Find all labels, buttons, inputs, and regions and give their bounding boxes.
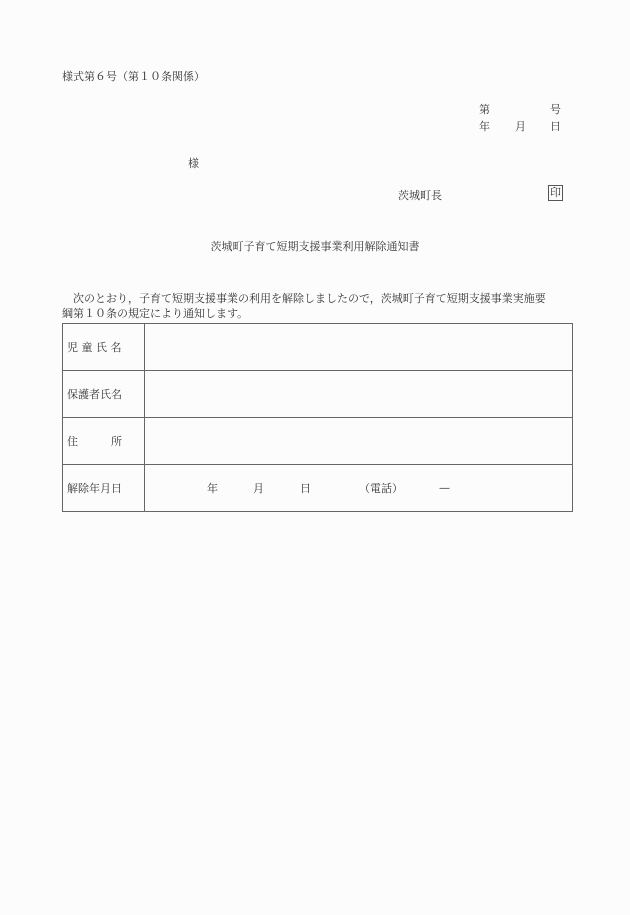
issue-month: 月 bbox=[515, 120, 526, 133]
body-line-1: 次のとおり，子育て短期支援事業の利用を解除しましたので，茨城町子育て短期支援事業実施要 bbox=[62, 292, 546, 305]
phone-label: （電話） bbox=[359, 482, 403, 495]
issue-year: 年 bbox=[479, 120, 490, 133]
address-label: 住 所 bbox=[63, 418, 145, 465]
number-prefix: 第 bbox=[479, 103, 490, 116]
table-row bbox=[63, 324, 573, 371]
guardian-name-field[interactable] bbox=[145, 371, 573, 418]
cancel-year: 年 bbox=[207, 482, 218, 495]
form-number: 様式第６号（第１０条関係） bbox=[62, 70, 205, 83]
issue-day: 日 bbox=[550, 120, 561, 133]
cancel-date-label: 解除年月日 bbox=[63, 465, 145, 512]
cancel-date-field[interactable] bbox=[145, 465, 573, 512]
seal-mark: 印 bbox=[550, 186, 561, 199]
table-row bbox=[63, 465, 573, 512]
document-title: 茨城町子育て短期支援事業利用解除通知書 bbox=[210, 240, 420, 253]
child-name-label: 児 童 氏 名 bbox=[63, 324, 145, 371]
issuer-name: 茨城町長 bbox=[398, 189, 442, 202]
phone-dash: — bbox=[439, 481, 450, 495]
address-field[interactable] bbox=[145, 418, 573, 465]
body-text bbox=[62, 291, 577, 321]
body-line-2: 綱第１０条の規定により通知します。 bbox=[62, 307, 249, 320]
addressee-suffix: 様 bbox=[188, 157, 199, 170]
cancel-day: 日 bbox=[300, 482, 311, 495]
info-table bbox=[62, 323, 573, 512]
guardian-name-label: 保護者氏名 bbox=[63, 371, 145, 418]
table-row bbox=[63, 371, 573, 418]
number-suffix: 号 bbox=[550, 103, 561, 116]
cancel-month: 月 bbox=[253, 482, 264, 495]
child-name-field[interactable] bbox=[145, 324, 573, 371]
table-row bbox=[63, 418, 573, 465]
